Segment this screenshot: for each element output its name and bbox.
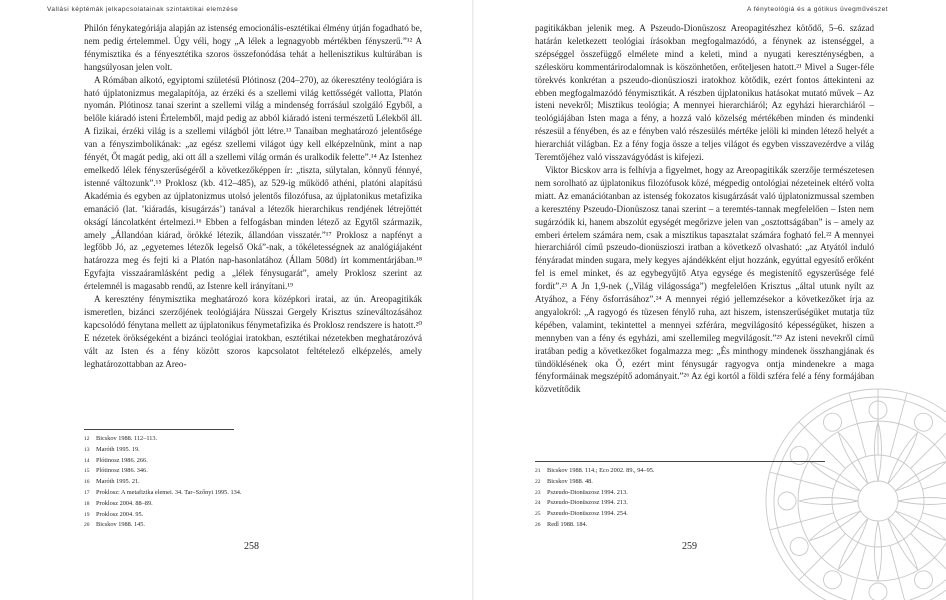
running-head: Vallási képtémák jelkapcsolatainak szintaktikai elemzése xyxy=(47,6,239,13)
footnote: 21 Bicskov 1988. 114.; Eco 2002. 89., 94–95. xyxy=(535,467,655,474)
footnote: 15 Plótinosz 1986. 346. xyxy=(84,467,148,475)
footnotes xyxy=(84,429,414,531)
paragraph: A Rómában alkotó, egyiptomi születésű Plótinosz (204–270), az ókeresztény teológiára is ható újplatonizmus megalapítója, az érzéki és a szellemi világ kettősségét vallotta, Platón nyomán. Plótinosz tanai szerint a szellemi világ a mindenség forrásául szolgáló Egyből, a belőle kiáradó isteni Értelemből, majd pedig az abból kiáradó isteni természetű Lélekből áll. A fizikai, érzéki világ is a szellemi világból jött létre.¹³ Tanaiban meghatározó jelentősége van a fényszimbolikának: „az egész szellemi világot úgy kell elképzelnünk, mint a nap fényét, Őt magát pedig, aki ott áll a szellemi világ ormán és uralkodik felette”.¹⁴ Az Istenhez emelkedő lélek fényszerűségéről a következőképpen ír: „tiszta, súlytalan, könnyű fénnyé, istenné változunk”.¹⁵ Proklosz (kb. 412–485), az 529-ig működő athéni, platóni alapítású Akadémia és egyben az újplatonizmus utolsó jelentős filozófusa, az újplatonikus metafizika emanáció (lat. ’kiáradás, kisugárzás’) tanával a létezők hierarchikus rendjének létrejöttét okságí láncolatként értelmezi.¹⁶ Ebben a felfogásban minden létező az Egytől származik, amely „Állandóan kiárad, örökké létezik, állandóan visszatér.”¹⁷ Proklosz a napfényt a legfőbb Jó, az „egyetemes létezők legelső Oká”-nak, a tökéletességnek az analógiájaként határozza meg és fejti ki a Platón nap-hasonlatához (Állam 508d) írt kommentárjában.¹⁸ Egyfajta visszaáramlásként pedig a „lélek fénysugarát”, amely Proklosz szerint az értelemnél is magasabb rendű, az Istenre kell irányítani.¹⁹ xyxy=(84,74,422,292)
footnote: 14 Plótinosz 1986. 266. xyxy=(84,456,148,464)
footnote: 18 Proklosz 2004. 88–89. xyxy=(84,499,153,507)
paragraph: Philón fénykategóriája alapján az istenség emocionális-esztétikai élmény útján fogadható be, nem pedig értelemmel. Úgy véli, hogy „A lélek a legnagyobb mértékben fényszerű.”¹² A fénymisztika és a fényesztétika szoros összefonódása tehát a hellenisztikus kultúrában is hangsúlyosan jelen volt. xyxy=(84,23,422,72)
footnote: 23 Pszeudo-Dionüszosz 1994. 213. xyxy=(535,488,628,496)
page-number: 258 xyxy=(244,541,259,552)
footnote-rule xyxy=(535,461,825,462)
footnote: 12 Bicskov 1988. 112–113. xyxy=(84,435,158,442)
footnote: 16 Maróth 1995. 21. xyxy=(84,478,140,486)
paragraph: Viktor Bicskov arra is felhívja a figyelmet, hogy az Areopagitikák szerzője természetesen nem sorolható az újplatonikus filozófusok közé, mégpedig ontológiai nézeteinek eltérő volta miatt. Az emanációtanban az istenség fokozatos kisugárzását való újplatonizmussal szemben a keresztény Pszeudo-Dionüszosz tanai szerint – a teremtés-tannak megfelelően – Isten nem sugárzódik ki, hanem abszolút egységét megőrizve jelen van „osztottságában” is – amely az emberi értelem számára nem, csak a misztikus tapasztalat számára fogható fel.²² A mennyei hierarchiáról című pszeudo-dionüszioszi iratban a következő olvasható: „az Atyától induló fényáradat minden sugara, mely kegyes ajándékként eljut hozzánk, egyúttal egyesítő erőként fel is emel minket, és az egybegyűjtő Atya egysége és megistenítő egyszerűsége felé fordít”.²³ A Jn 1,9-nek („Világ világossága”) megfelelően Krisztus „által utunk nyílt az Atyához, a Fény ősforrásához”.²⁴ A mennyei régió jellemzésekor a következőket írja az angyalokról: „A ragyogó és tüzesen fénylő ruha, azt hiszem, istenszerűségüket mutatja tűz képében, valamint, tekintettel a mennyei szférára, megvilágosító képességüket, hiszen a mennyben van a fény és egyházi, ami szellemileg megvilágosít.”²⁵ Az isteni nevekről című iratában pedig a következőket fogalmazza meg: „És minthogy mindenek összhangjának és tündöklésének oka Ő, ezért mint fénysugár ragyogva ontja mindenekre a maga fényformáinak megszépítő adományait.”²⁶ Az égi kortól a földi szféra felé a fény formájában közvetítődik xyxy=(535,164,874,395)
paragraph: pagitikákban jelenik meg. A Pszeudo-Dionüszosz Areopagitészhez kötődő, 5–6. század határán keletkezett teológiai írásokban megfogalmazódó, a fénynek az istenséggel, a szépséggel összefüggő elmélete mind a keleti, mind a nyugati kereszténységben, a szélesköru kommentárirodalomnak is köszönhetően, erőteljesen hatott.²¹ Mivel a Suger-féle törekvés konkrétan a pszeudo-dionüszioszi iratokhoz kötődik, ezért fontos áttekinteni az ebben megfogalmazódó fénymisztikát. A részben újplatonikus hatásokat mutató művek – Az isteni nevekről; Misztikus teológia; A mennyei hierarchiáról; Az egyházi hierarchiáról – teológiájában Isten maga a fény, a hozzá való közelség mértékében minden és mindenki részesül a fényében, és az e fényben való részesülés mértéke jelöli ki minden létező helyét a hierarchiát világban. Ez a fény fogja össze a teljes világot és egyben visszavezérdve a világ Teremtőjéhez való visszavágyódást is kifejezi. xyxy=(535,23,874,163)
paragraph: A keresztény fénymisztika meghatározó kora középkori iratai, az ún. Areopagitikák ismeretlen, bizánci szerzőjének teológiájára Nüsszai Gergely Krisztus színeváltozásához kapcsolódó fénytana mellett az újplatonikus fénymetafizika és Proklosz rendszere is hatott.²⁰ E nézetek örökségeként a bizánci teológiai iratokban, esztétikai nézetekben meghatározóvá vált az Isten és a fény között szoros kapcsolatot feltételező elképzelés, amely leghatározottabban az Areo- xyxy=(84,294,422,369)
running-head: A fényteológiá és a gótikus üvegművészet xyxy=(746,6,888,13)
page-number: 259 xyxy=(682,541,697,552)
footnote: 25 Pszeudo-Dionüszosz 1994. 254. xyxy=(535,510,628,518)
body-text xyxy=(84,22,422,370)
footnote: 22 Bicskov 1988. 48. xyxy=(535,477,593,485)
footnotes xyxy=(535,461,865,531)
footnote: 19 Proklosz 2004. 95. xyxy=(84,510,144,518)
footnote: 13 Maróth 1995. 19. xyxy=(84,445,140,453)
footnote: 24 Pszeudo-Dionüszosz 1994. 213. xyxy=(535,499,628,507)
right-page xyxy=(473,0,946,600)
footnote: 17 Proklosz: A metafizika elemei. 34. Tar–Szőnyi 1995. 134. xyxy=(84,488,242,496)
footnote: 26 Redl 1988. 184. xyxy=(535,520,588,528)
footnote: 20 Bicskov 1988. 145. xyxy=(84,521,145,529)
body-text xyxy=(535,22,874,396)
footnote-rule xyxy=(84,429,234,430)
